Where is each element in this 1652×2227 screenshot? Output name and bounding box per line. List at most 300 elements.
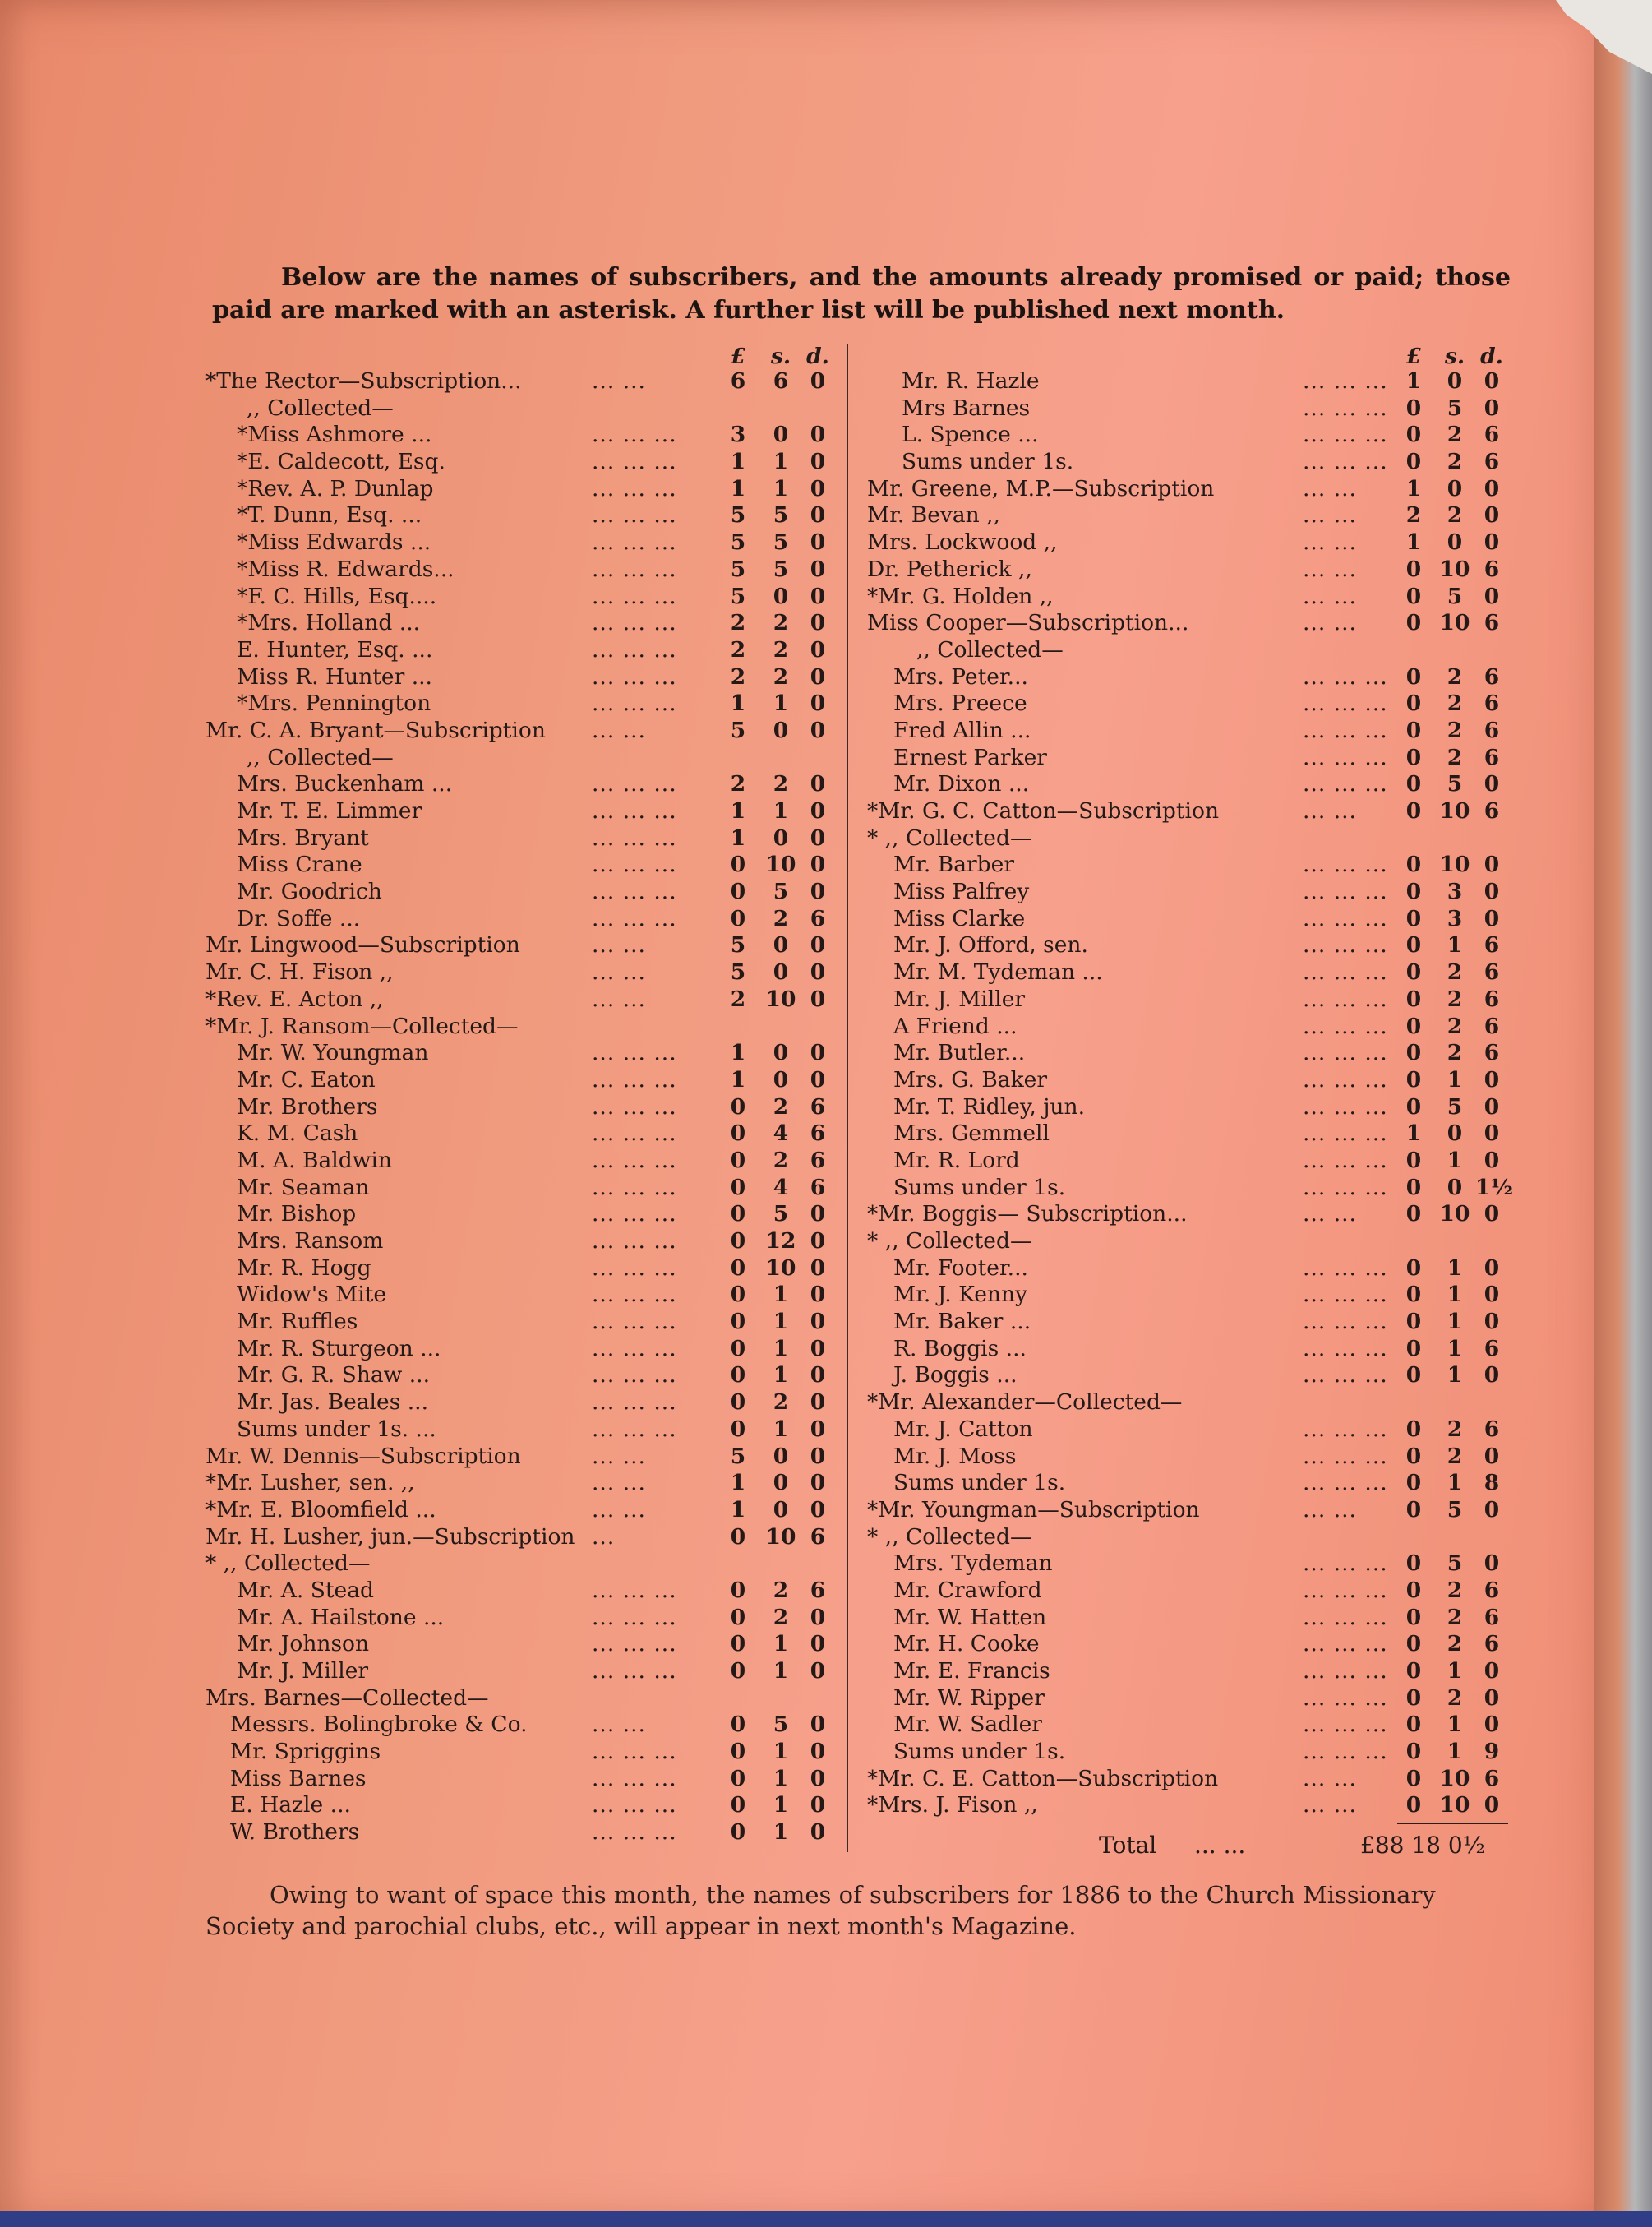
- shillings-value: 2: [1447, 691, 1463, 717]
- subscriber-row: [205, 584, 840, 611]
- pounds-value: 0: [1405, 1282, 1422, 1308]
- subscriber-name: ,, Collected—: [247, 395, 394, 421]
- shillings-value: 5: [1447, 583, 1463, 609]
- subscriber-name: Mr. J. Miller: [237, 1658, 369, 1684]
- leader-dots: ... ... ...: [1303, 395, 1388, 421]
- pounds-value: 0: [730, 1658, 746, 1684]
- subscriber-name: Mr. Johnson: [237, 1631, 370, 1657]
- subscriber-row: [867, 583, 1500, 611]
- pounds-value: 0: [730, 1174, 746, 1200]
- subscriber-name: ,, Collected—: [916, 636, 1064, 663]
- pence-value: 0: [1484, 1792, 1500, 1818]
- subscriber-name: Mr. W. Dennis—Subscription: [205, 1443, 521, 1469]
- shillings-value: 1: [773, 1819, 789, 1846]
- pence-value: 0: [1484, 395, 1500, 421]
- leader-dots: ... ... ...: [1303, 1550, 1388, 1577]
- subscriber-name: Mr. W. Youngman: [237, 1040, 429, 1066]
- pence-value: 6: [1484, 556, 1500, 582]
- leader-dots: ... ... ...: [1303, 422, 1388, 448]
- subscriber-name: Mr. R. Lord: [893, 1147, 1020, 1173]
- leader-dots: ... ... ...: [1303, 1470, 1388, 1496]
- leader-dots: ... ...: [592, 1496, 646, 1522]
- leader-dots: ... ...: [592, 1470, 646, 1496]
- shillings-value: 0: [773, 717, 789, 743]
- shillings-value: 0: [1447, 529, 1463, 556]
- pence-value: 0: [1484, 1362, 1500, 1388]
- subscriber-name: *F. C. Hills, Esq....: [237, 583, 437, 609]
- pounds-value: 0: [730, 1228, 746, 1254]
- subscriber-row: [867, 1577, 1500, 1605]
- shillings-value: 1: [773, 475, 789, 501]
- leader-dots: ... ... ...: [1303, 1658, 1388, 1684]
- shillings-value: 1: [773, 1309, 789, 1335]
- subscriber-name: Mr. W. Sadler: [893, 1712, 1042, 1738]
- leader-dots: ... ... ...: [592, 1201, 677, 1227]
- shillings-value: 2: [1447, 1040, 1463, 1066]
- pounds-value: 0: [1405, 395, 1422, 421]
- leader-dots: ... ... ...: [592, 1093, 677, 1120]
- subscriber-row: [205, 368, 840, 395]
- leader-dots: ... ... ...: [1303, 1066, 1388, 1093]
- subscriber-row: [867, 1792, 1500, 1819]
- total-rule: [1397, 1823, 1508, 1824]
- pounds-value: 1: [1405, 475, 1422, 501]
- pence-value: 0: [810, 771, 826, 797]
- pence-value: 6: [810, 1577, 826, 1603]
- subscriber-name: Mr. C. H. Fison ,,: [205, 959, 394, 986]
- pence-value: 0: [1484, 1712, 1500, 1738]
- subscriber-row: [867, 610, 1500, 637]
- shillings-value: 10: [1439, 852, 1470, 878]
- leader-dots: ... ... ...: [1303, 986, 1388, 1012]
- leader-dots: ... ...: [1303, 1496, 1357, 1522]
- shillings-value: 0: [773, 1066, 789, 1093]
- leader-dots: ... ... ...: [592, 771, 677, 797]
- pence-value: 9: [1484, 1739, 1500, 1765]
- subscriber-row: [867, 1093, 1500, 1121]
- pounds-value: 0: [730, 1631, 746, 1657]
- leader-dots: ... ...: [1303, 529, 1357, 556]
- shillings-value: 1: [1447, 1254, 1463, 1281]
- pounds-value: 1: [730, 1040, 746, 1066]
- pounds-value: 0: [730, 1282, 746, 1308]
- leader-dots: ... ... ...: [592, 1765, 677, 1791]
- leader-dots: ... ...: [1303, 502, 1357, 529]
- leader-dots: ... ... ...: [1303, 368, 1388, 394]
- leader-dots: ... ... ...: [592, 475, 677, 501]
- pounds-value: 0: [1405, 1362, 1422, 1388]
- subscriber-name: Mrs. Preece: [893, 691, 1027, 717]
- subscriber-row: [205, 449, 840, 476]
- pence-value: 0: [810, 1335, 826, 1361]
- leader-dots: ... ... ...: [1303, 932, 1388, 959]
- subscriber-row: [205, 1685, 840, 1712]
- subscriber-name: Mrs. G. Baker: [893, 1066, 1048, 1093]
- leader-dots: ... ...: [592, 932, 646, 959]
- shillings-value: 2: [1447, 1631, 1463, 1657]
- pence-value: 0: [1484, 1658, 1500, 1684]
- subscriber-name: Mr. Spriggins: [230, 1739, 381, 1765]
- shillings-value: 10: [1439, 1765, 1470, 1791]
- subscriber-row: [205, 1739, 840, 1766]
- pence-value: 0: [1484, 852, 1500, 878]
- pounds-value: 2: [730, 636, 746, 663]
- leader-dots: ... ... ...: [592, 636, 677, 663]
- leader-dots: ... ... ...: [1303, 1335, 1388, 1361]
- pence-value: 8: [1484, 1470, 1500, 1496]
- pounds-value: 5: [730, 959, 746, 986]
- leader-dots: ... ... ...: [592, 1739, 677, 1765]
- leader-dots: ... ... ...: [1303, 1282, 1388, 1308]
- subscriber-row: [867, 1120, 1500, 1148]
- shillings-value: 5: [773, 529, 789, 556]
- pence-value: 6: [1484, 1577, 1500, 1603]
- pence-value: 6: [810, 1174, 826, 1200]
- pounds-value: 2: [730, 986, 746, 1012]
- leader-dots: ... ... ...: [592, 1389, 677, 1416]
- pounds-value: 0: [1405, 744, 1422, 770]
- shillings-value: 1: [1447, 1739, 1463, 1765]
- pence-header: d.: [806, 344, 829, 369]
- pounds-value: 0: [730, 1147, 746, 1173]
- pounds-value: 0: [1405, 1550, 1422, 1577]
- leader-dots: ... ... ...: [592, 422, 677, 448]
- subscriber-row: [205, 959, 840, 986]
- subscriber-row: [867, 1309, 1500, 1336]
- shillings-value: 1: [773, 1416, 789, 1442]
- subscriber-row: [205, 1578, 840, 1605]
- subscriber-name: M. A. Baldwin: [237, 1147, 392, 1173]
- pounds-value: 0: [1405, 1712, 1422, 1738]
- pounds-value: 1: [730, 475, 746, 501]
- pence-value: 0: [810, 1309, 826, 1335]
- shillings-value: 10: [765, 1254, 796, 1281]
- subscriber-name: L. Spence ...: [902, 422, 1039, 448]
- subscriber-row: [205, 906, 840, 933]
- subscriber-name: *Mrs. J. Fison ,,: [867, 1792, 1038, 1818]
- leader-dots: ... ... ...: [592, 1282, 677, 1308]
- subscriber-name: Mr. J. Miller: [893, 986, 1026, 1012]
- subscriber-name: Mr. Jas. Beales ...: [237, 1389, 429, 1416]
- shillings-value: 2: [1447, 422, 1463, 448]
- pounds-value: 0: [730, 1362, 746, 1388]
- subscriber-name: Mr. G. R. Shaw ...: [237, 1362, 431, 1388]
- shillings-value: 0: [773, 1040, 789, 1066]
- shillings-value: 2: [1447, 1013, 1463, 1039]
- subscriber-row: [205, 798, 840, 825]
- shillings-value: 1: [1447, 1282, 1463, 1308]
- pence-value: 0: [810, 852, 826, 878]
- leader-dots: ... ... ...: [592, 1120, 677, 1147]
- subscriber-name: Sums under 1s.: [893, 1470, 1066, 1496]
- leader-dots: ... ... ...: [592, 502, 677, 529]
- pounds-value: 6: [730, 368, 746, 394]
- pounds-value: 0: [730, 1389, 746, 1416]
- subscriber-name: Mr. T. E. Limmer: [237, 798, 422, 824]
- pounds-value: 0: [1405, 1309, 1422, 1335]
- intro-paragraph: Below are the names of subscribers, and the amounts already promised or paid; those paid are marked with an asterisk. A further list will be published next month.: [212, 263, 1511, 325]
- leader-dots: ... ... ...: [1303, 744, 1388, 770]
- shillings-value: 2: [1447, 449, 1463, 475]
- leader-dots: ...: [592, 1523, 616, 1550]
- leader-dots: ... ... ...: [592, 610, 677, 636]
- pounds-value: 5: [730, 717, 746, 743]
- leader-dots: ... ... ...: [1303, 1362, 1388, 1388]
- subscriber-name: R. Boggis ...: [893, 1335, 1027, 1361]
- leader-dots: ... ... ...: [1303, 449, 1388, 475]
- pence-value: 0: [810, 1792, 826, 1818]
- subscriber-row: [867, 959, 1500, 986]
- pounds-value: 0: [730, 1765, 746, 1791]
- subscriber-name: Fred Allin ...: [893, 717, 1031, 743]
- shillings-value: 0: [773, 1443, 789, 1469]
- subscriber-name: Miss Palfrey: [893, 879, 1030, 905]
- shillings-value: 2: [773, 1147, 789, 1173]
- pence-value: 0: [1484, 1684, 1500, 1711]
- subscriber-name: *Mr. Alexander—Collected—: [867, 1389, 1183, 1416]
- pounds-value: 0: [730, 1416, 746, 1442]
- right-entries: [867, 368, 1514, 1819]
- subscriber-name: Miss R. Hunter ...: [237, 663, 432, 690]
- pounds-value: 5: [730, 1443, 746, 1469]
- subscriber-row: [867, 1389, 1492, 1416]
- subscriber-row: [205, 1255, 840, 1282]
- pounds-value: 0: [730, 1819, 746, 1846]
- subscriber-name: W. Brothers: [230, 1819, 360, 1846]
- shillings-value: 10: [1439, 1792, 1470, 1818]
- leader-dots: ... ... ...: [1303, 1254, 1388, 1281]
- pounds-value: 0: [1405, 691, 1422, 717]
- pounds-value: 0: [730, 1093, 746, 1120]
- pounds-header: £: [730, 344, 746, 369]
- leader-dots: ... ... ...: [1303, 1604, 1388, 1630]
- pence-value: 0: [810, 1228, 826, 1254]
- leader-dots: ... ... ...: [1303, 1416, 1388, 1442]
- pounds-value: 0: [1405, 905, 1422, 931]
- subscriber-row: [867, 1335, 1500, 1363]
- pence-value: 0: [810, 1631, 826, 1657]
- shillings-value: 2: [1447, 717, 1463, 743]
- pence-value: 6: [1484, 1335, 1500, 1361]
- shillings-value: 10: [1439, 610, 1470, 636]
- subscriber-name: *Miss Edwards ...: [237, 529, 431, 556]
- leader-dots: ... ... ...: [592, 1577, 677, 1603]
- pounds-value: 0: [1405, 1443, 1422, 1469]
- pence-value: 0: [810, 556, 826, 582]
- pounds-value: 0: [730, 1309, 746, 1335]
- subscriber-row: [205, 529, 840, 557]
- subscriber-name: Mr. R. Sturgeon ...: [237, 1335, 441, 1361]
- subscriber-name: Mr. Lingwood—Subscription: [205, 932, 520, 959]
- subscriber-row: [867, 932, 1500, 959]
- left-entries: [205, 368, 840, 1846]
- shillings-value: 1: [773, 1362, 789, 1388]
- subscriber-name: *Mrs. Holland ...: [237, 610, 421, 636]
- shillings-header: s.: [770, 344, 791, 369]
- subscriber-row: [205, 1228, 840, 1255]
- pounds-value: 0: [1405, 959, 1422, 986]
- pence-value: 6: [1484, 798, 1500, 824]
- leader-dots: ... ... ...: [592, 691, 677, 717]
- pence-value: 0: [1484, 1443, 1500, 1469]
- subscriber-row: [205, 1362, 840, 1389]
- leader-dots: ... ... ...: [592, 1631, 677, 1657]
- shillings-value: 0: [773, 583, 789, 609]
- leader-dots: ... ... ...: [592, 663, 677, 690]
- shillings-value: 5: [1447, 1550, 1463, 1577]
- subscriber-row: [867, 475, 1500, 503]
- subscriber-name: Mr. Goodrich: [237, 879, 382, 905]
- pence-value: 0: [810, 502, 826, 529]
- subscriber-row: [867, 1443, 1500, 1471]
- pounds-value: 1: [1405, 368, 1422, 394]
- pounds-value: 0: [1405, 422, 1422, 448]
- pence-value: 0: [810, 1658, 826, 1684]
- subscriber-row: [867, 449, 1500, 476]
- pence-value: 6: [1484, 1040, 1500, 1066]
- leader-dots: ... ... ...: [592, 1604, 677, 1630]
- pounds-value: 0: [730, 1335, 746, 1361]
- pounds-value: 0: [730, 1604, 746, 1630]
- subscriber-name: Mr. W. Hatten: [893, 1604, 1047, 1630]
- pence-value: 0: [810, 1282, 826, 1308]
- pence-value: 6: [1484, 1416, 1500, 1442]
- subscriber-name: Mr. A. Hailstone ...: [237, 1604, 445, 1630]
- shillings-value: 10: [765, 852, 796, 878]
- shillings-value: 0: [773, 825, 789, 851]
- pence-value: 6: [810, 1147, 826, 1173]
- shillings-value: 0: [1447, 368, 1463, 394]
- pounds-value: 0: [1405, 663, 1422, 690]
- pence-value: 0: [810, 717, 826, 743]
- pounds-value: 1: [730, 825, 746, 851]
- subscriber-name: *Mr. C. E. Catton—Subscription: [867, 1765, 1219, 1791]
- pounds-value: 0: [1405, 1496, 1422, 1522]
- leader-dots: ... ...: [592, 1712, 646, 1738]
- subscriber-row: [867, 691, 1500, 718]
- pounds-value: 2: [730, 771, 746, 797]
- pence-value: 6: [1484, 986, 1500, 1012]
- leader-dots: ... ... ...: [592, 1362, 677, 1388]
- subscriber-name: A Friend ...: [893, 1013, 1018, 1039]
- shillings-value: 0: [1447, 475, 1463, 501]
- leader-dots: ... ... ...: [1303, 1093, 1388, 1120]
- leader-dots: ... ... ...: [1303, 905, 1388, 931]
- shillings-value: 2: [1447, 744, 1463, 770]
- subscriber-name: Miss Crane: [237, 852, 362, 878]
- subscriber-row: [205, 1040, 840, 1067]
- pounds-value: 0: [1405, 852, 1422, 878]
- leader-dots: ... ... ...: [1303, 691, 1388, 717]
- pence-value: 6: [810, 1120, 826, 1147]
- pounds-value: 0: [1405, 1765, 1422, 1791]
- subscriber-name: *Mr. G. C. Catton—Subscription: [867, 798, 1220, 824]
- pence-value: 6: [1484, 691, 1500, 717]
- leader-dots: ... ... ...: [1303, 1739, 1388, 1765]
- subscriber-name: * ,, Collected—: [867, 825, 1032, 851]
- shillings-value: 1: [773, 1658, 789, 1684]
- shillings-value: 1: [1447, 1309, 1463, 1335]
- shillings-value: 2: [1447, 663, 1463, 690]
- leader-dots: ... ... ...: [592, 1792, 677, 1818]
- shillings-value: 10: [765, 986, 796, 1012]
- leader-dots: ... ... ...: [1303, 1631, 1388, 1657]
- shillings-value: 2: [773, 610, 789, 636]
- total-dots: ... ...: [1194, 1832, 1246, 1860]
- leader-dots: ... ... ...: [592, 449, 677, 475]
- subscriber-row: [205, 610, 840, 637]
- shillings-value: 0: [1447, 1120, 1463, 1147]
- shillings-value: 2: [1447, 502, 1463, 529]
- shillings-value: 0: [1447, 1174, 1463, 1200]
- pounds-value: 1: [730, 1066, 746, 1093]
- pence-value: 0: [1484, 1309, 1500, 1335]
- subscriber-row: [205, 664, 840, 691]
- pence-value: 0: [810, 583, 826, 609]
- subscriber-name: Mr. M. Tydeman ...: [893, 959, 1103, 986]
- shillings-value: 2: [773, 1604, 789, 1630]
- pence-value: 0: [1484, 475, 1500, 501]
- subscriber-name: Mr. Greene, M.P.—Subscription: [867, 475, 1215, 501]
- pounds-value: 5: [730, 932, 746, 959]
- subscriber-row: [867, 1631, 1500, 1658]
- leader-dots: ... ... ...: [592, 879, 677, 905]
- leader-dots: ... ...: [592, 1443, 646, 1469]
- shillings-value: 1: [1447, 1335, 1463, 1361]
- subscriber-row: [205, 1389, 840, 1416]
- pence-value: 1½: [1475, 1174, 1514, 1200]
- leader-dots: ... ... ...: [1303, 1577, 1388, 1603]
- subscriber-name: Mr. J. Offord, sen.: [893, 932, 1088, 959]
- subscriber-row: [205, 476, 840, 503]
- shillings-value: 2: [773, 636, 789, 663]
- leader-dots: ... ... ...: [592, 1066, 677, 1093]
- pence-value: 0: [810, 368, 826, 394]
- pence-value: 0: [810, 610, 826, 636]
- shillings-value: 1: [1447, 932, 1463, 959]
- leader-dots: ... ... ...: [1303, 1443, 1388, 1469]
- pence-value: 0: [810, 475, 826, 501]
- subscriber-row: [205, 879, 840, 906]
- shillings-value: 1: [1447, 1712, 1463, 1738]
- pounds-value: 0: [730, 1523, 746, 1550]
- leader-dots: ... ...: [1303, 583, 1357, 609]
- shillings-value: 1: [773, 449, 789, 475]
- column-divider: [847, 344, 848, 1852]
- pounds-value: 5: [730, 556, 746, 582]
- shillings-value: 5: [1447, 395, 1463, 421]
- shillings-value: 0: [773, 1496, 789, 1522]
- subscriber-row: [205, 1014, 840, 1041]
- pence-value: 0: [810, 636, 826, 663]
- pounds-value: 5: [730, 529, 746, 556]
- subscriber-name: Mr. Brothers: [237, 1093, 378, 1120]
- subscriber-name: *Miss Ashmore ...: [237, 422, 432, 448]
- pence-value: 0: [1484, 1093, 1500, 1120]
- pounds-value: 5: [730, 502, 746, 529]
- subscriber-row: [867, 1362, 1500, 1389]
- pounds-value: 0: [1405, 1254, 1422, 1281]
- subscriber-row: [205, 1605, 840, 1632]
- pounds-value: 0: [1405, 798, 1422, 824]
- subscriber-row: [867, 1282, 1500, 1309]
- subscriber-name: Miss Cooper—Subscription...: [867, 610, 1189, 636]
- column-header: [205, 345, 840, 368]
- leader-dots: ... ...: [1303, 798, 1357, 824]
- subscriber-row: [205, 1550, 840, 1578]
- pounds-value: 0: [1405, 932, 1422, 959]
- shillings-value: 5: [773, 879, 789, 905]
